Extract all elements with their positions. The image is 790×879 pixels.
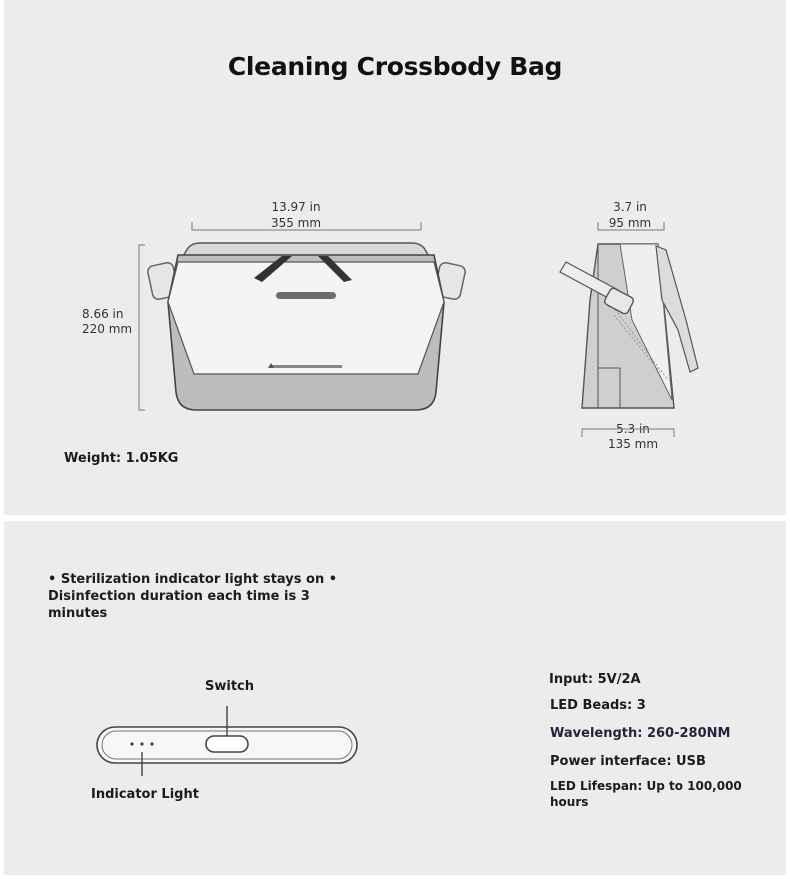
weight-label: Weight: 1.05KG <box>64 451 179 466</box>
front-height-in: 8.66 in <box>82 307 124 321</box>
spec-input: Input: 5V/2A <box>549 672 641 687</box>
front-width-in: 13.97 in <box>271 200 321 214</box>
side-bottom-in: 5.3 in <box>616 422 650 436</box>
front-width-mm: 355 mm <box>270 216 322 230</box>
feature-description: • Sterilization indicator light stays on • Disinfection duration each time is 3 minutes <box>48 572 338 621</box>
switch-button <box>206 736 248 752</box>
front-height-mm: 220 mm <box>82 322 133 336</box>
indicator-dot-3 <box>150 742 153 745</box>
spec-power-interface: Power interface: USB <box>550 754 706 769</box>
side-top-mm: 95 mm <box>608 216 652 230</box>
side-top-in: 3.7 in <box>613 200 647 214</box>
indicator-dot-2 <box>140 742 143 745</box>
spec-wavelength: Wavelength: 260-280NM <box>550 726 731 741</box>
indicator-light-label: Indicator Light <box>91 787 199 802</box>
side-bottom-mm: 135 mm <box>607 437 659 451</box>
spec-led-beads: LED Beads: 3 <box>550 698 646 713</box>
page-title: Cleaning Crossbody Bag <box>227 52 563 81</box>
switch-label: Switch <box>205 679 255 694</box>
indicator-dot-1 <box>130 742 133 745</box>
spec-led-lifespan: LED Lifespan: Up to 100,000 hours <box>550 779 742 809</box>
